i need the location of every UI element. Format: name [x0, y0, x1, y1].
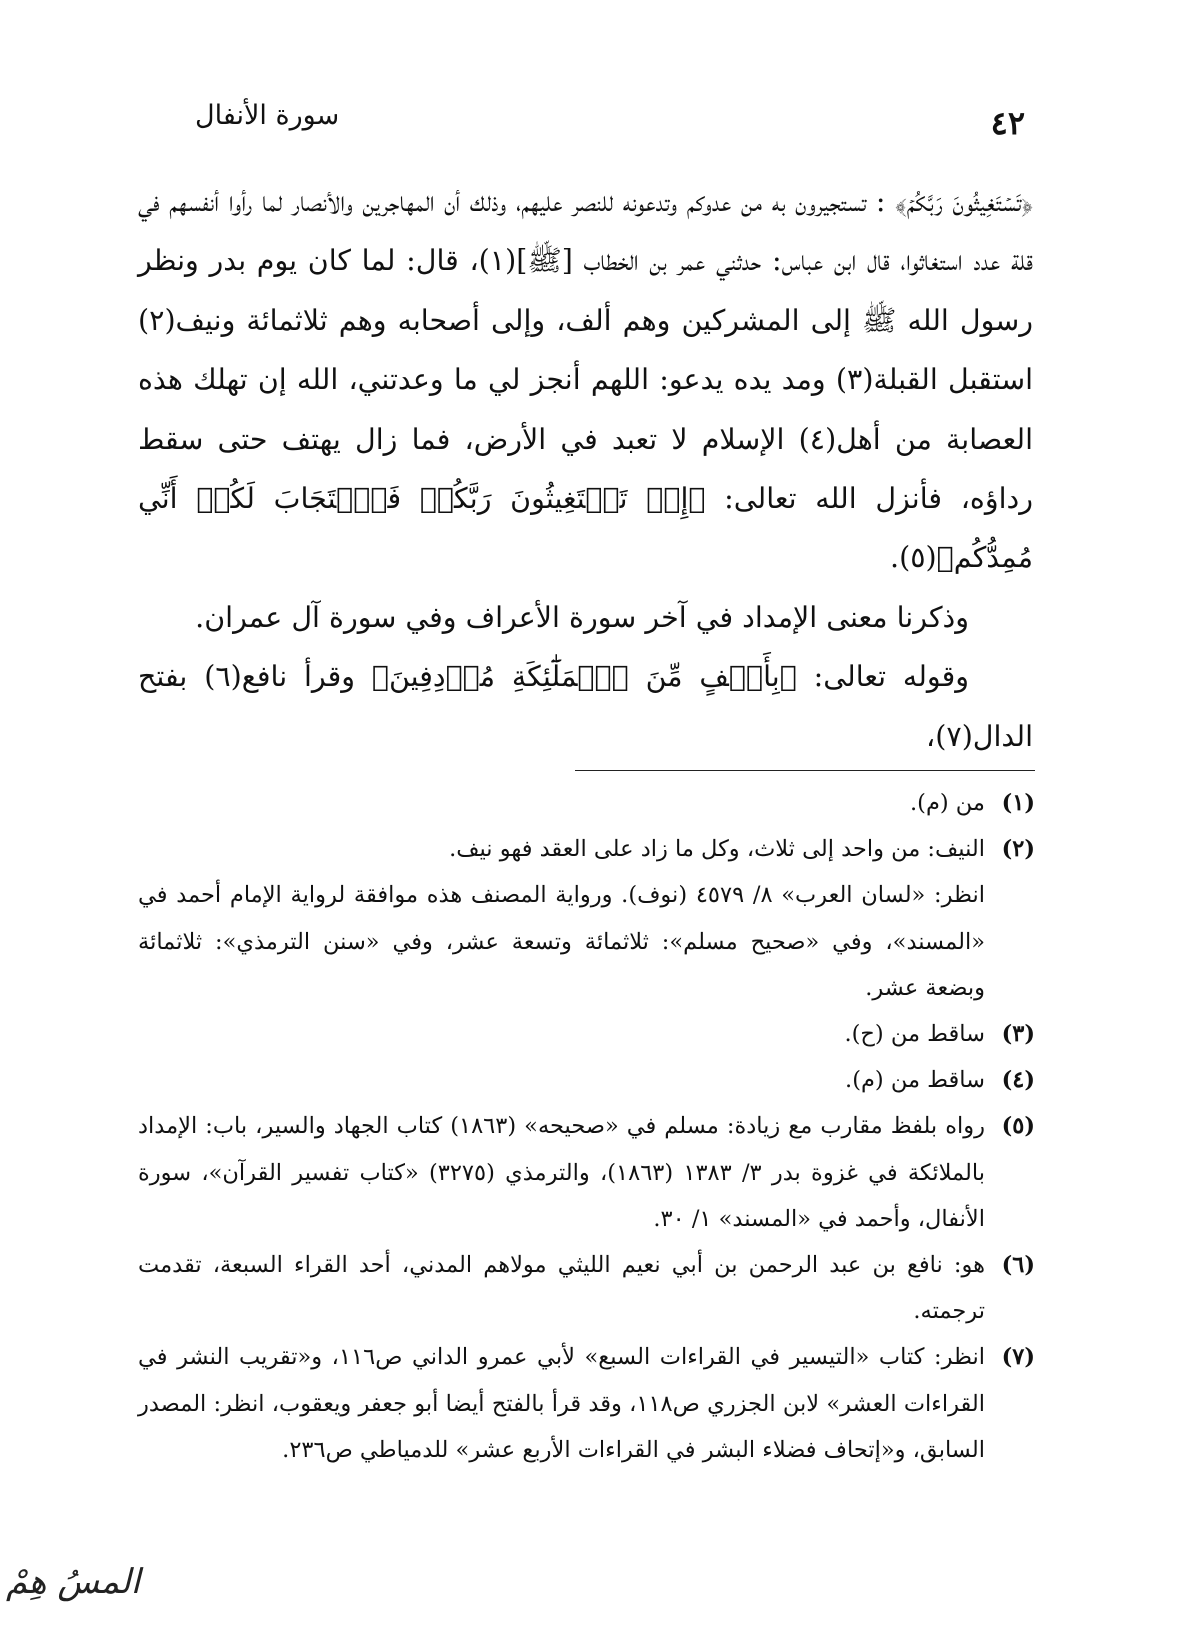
footnote-4 — [138, 1057, 1035, 1103]
footnote-divider — [575, 770, 1035, 771]
footnote-text: ساقط من (ح). — [844, 1021, 985, 1048]
publisher-logo — [2, 1562, 141, 1632]
footnote-number: (٢) — [1001, 836, 1035, 863]
footnote-text: انظر: «لسان العرب» ٨/ ٤٥٧٩ (نوف). ورواية المصنف هذه موافقة لرواية الإمام أحمد في «المسند»، وفي «صحيح مسلم»: ثلاثمائة وتسعة عشر، وفي «سنن الترمذي»: ثلاثمائة وبضعة عشر. — [138, 882, 985, 1001]
footnote-number: (٥) — [1001, 1113, 1035, 1140]
footnote-number: (٤) — [1001, 1067, 1035, 1094]
footnote-text: النيف: من واحد إلى ثلاث، وكل ما زاد على العقد فهو نيف. — [449, 836, 985, 863]
footnote-number: (٦) — [1001, 1252, 1035, 1279]
footnote-body — [138, 1011, 985, 1057]
footnote-2 — [138, 826, 1035, 1011]
footnote-number: (٣) — [1001, 1021, 1035, 1048]
footnote-text: ساقط من (م). — [845, 1067, 985, 1094]
page-number: ٤٢ — [990, 104, 1025, 142]
surah-title: سورة الأنفال — [195, 100, 340, 131]
main-paragraph-1: ﴿تَسۡتَغِيثُونَ رَبَّكُمۡ﴾ : تستجيرون به من عدوكم وتدعونه للنصر عليهم، وذلك أن المهاجرين والأنصار لما رأوا أنفسهم في قلة عدد استغاثوا، قال ابن عباس: حدثني عمر بن الخطاب [ﷺ](١)، قال: لما كان يوم بدر ونظر رسول الله ﷺ إلى المشركين وهم ألف، وإلى أصحابه وهم ثلاثمائة ونيف(٢) استقبل القبلة(٣) ومد يده يدعو: اللهم أنجز لي ما وعدتني، الله إن تهلك هذه العصابة من أهل(٤) الإسلام لا تعبد في الأرض، فما زال يهتف حتى سقط رداؤه، فأنزل الله تعالى: ﴿إِذۡ تَسۡتَغِيثُونَ رَبَّكُمۡ فَٱسۡتَجَابَ لَكُمۡ أَنِّي مُمِدُّكُم﴾(٥). — [138, 185, 1034, 575]
footnote-3 — [138, 1011, 1035, 1057]
footnote-text: رواه بلفظ مقارب مع زيادة: مسلم في «صحيحه» (١٨٦٣) كتاب الجهاد والسير، باب: الإمداد بالملائكة في غزوة بدر ٣/ ١٣٨٣ (١٨٦٣)، والترمذي (٣٢٧٥) «كتاب تفسير القرآن»، سورة الأنفال، وأحمد في «المسند» ١/ ٣٠. — [138, 1113, 986, 1232]
footnote-6 — [138, 1242, 1035, 1334]
footnote-text: من (م). — [910, 790, 985, 816]
footnote-number: (٧) — [1001, 1344, 1035, 1371]
footnote-number: (١) — [1001, 790, 1035, 816]
footnote-text: هو: نافع بن عبد الرحمن بن أبي نعيم الليثي مولاهم المدني، أحد القراء السبعة، تقدمت ترجمته. — [138, 1252, 985, 1325]
footnote-1 — [138, 780, 1035, 826]
main-paragraph-3: وقوله تعالى: ﴿بِأَلۡفٍ مِّنَ ٱلۡمَلَٰٓئِكَةِ مُرۡدِفِينَ﴾ وقرأ نافع(٦) بفتح الدال(٧)، — [138, 660, 1033, 753]
footnote-text: انظر: كتاب «التيسير في القراءات السبع» لأبي عمرو الداني ص١١٦، و«تقريب النشر في القراءات العشر» لابن الجزري ص١١٨، وقد قرأ بالفتح أيضا أبو جعفر ويعقوب، انظر: المصدر السابق، و«إتحاف فضلاء البشر في القراءات الأربع عشر» للدمياطي ص٢٣٦. — [138, 1344, 986, 1463]
footnotes — [138, 780, 1035, 1473]
main-paragraph-2: وذكرنا معنى الإمداد في آخر سورة الأعراف وفي سورة آل عمران. — [195, 600, 969, 634]
footnote-body — [138, 780, 985, 826]
footnote-body — [138, 1103, 985, 1242]
footnote-body — [138, 1242, 985, 1334]
footnote-body — [138, 826, 985, 1011]
footnote-body — [138, 1334, 985, 1473]
page-header — [195, 100, 1025, 150]
footnote-5 — [138, 1103, 1035, 1242]
logo-text: المسُ هِمْ — [6, 1562, 141, 1602]
main-text — [138, 172, 1033, 766]
footnote-7 — [138, 1334, 1035, 1473]
footnote-body — [138, 1057, 985, 1103]
